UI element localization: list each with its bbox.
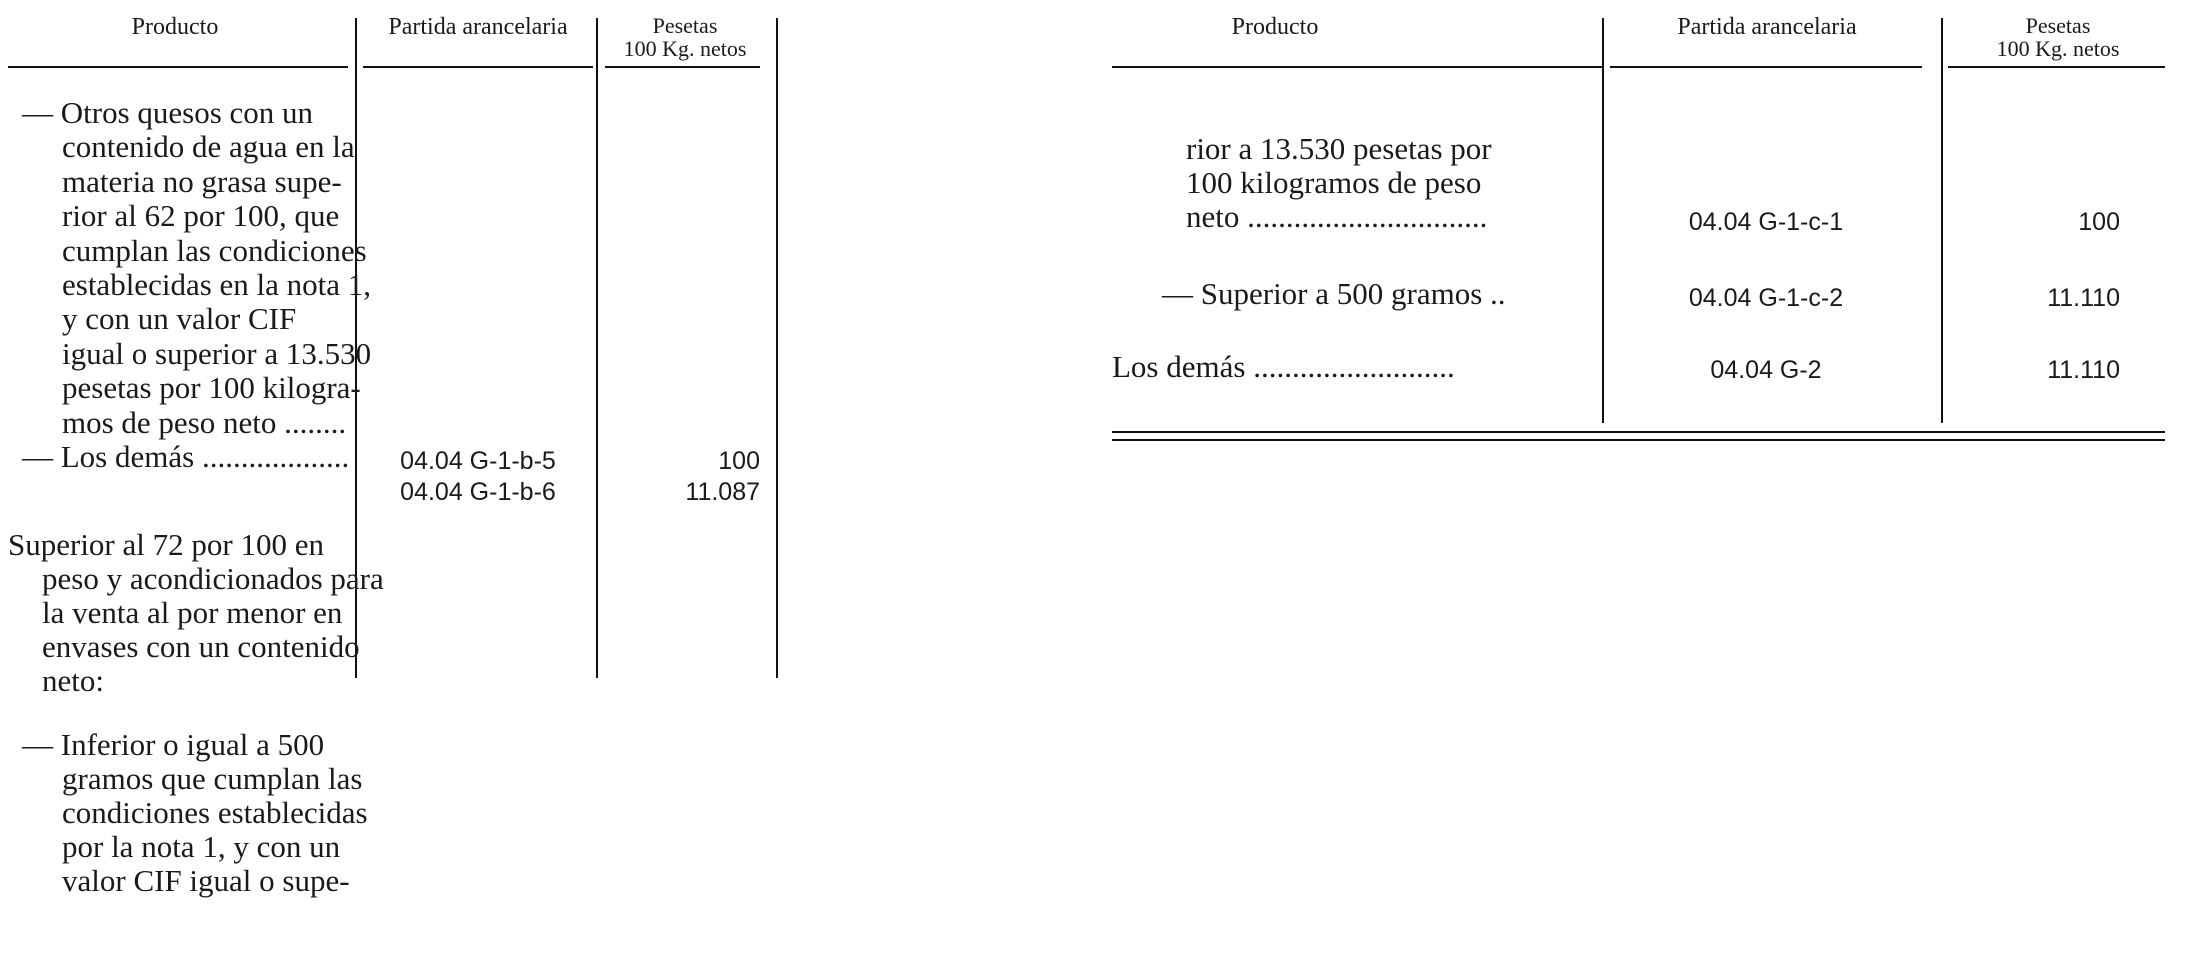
left-row-1-pesetas: 100 (718, 447, 760, 475)
left-header-producto: Producto (131, 14, 219, 40)
left-block2-line-4: envases con un contenido (42, 629, 360, 664)
left-text-line-4: rior al 62 por 100, que (62, 198, 340, 234)
right-col-divider-1 (1602, 18, 1604, 423)
right-header-rule-1 (1112, 66, 1602, 68)
right-header-rule-2 (1610, 66, 1922, 68)
left-block3-line-3: condiciones establecidas (62, 795, 368, 830)
right-text-line-1: rior a 13.530 pesetas por (1186, 131, 1492, 166)
left-text-line-5: cumplan las condiciones (62, 232, 367, 268)
left-text-line-1: — Otros quesos con un (22, 95, 314, 130)
right-text-line-3: neto ............................... (1186, 199, 1488, 234)
right-text-line-2: 100 kilogramos de peso (1186, 165, 1482, 200)
left-header-partida: Partida arancelaria (388, 14, 568, 40)
left-row-1-partida: 04.04 G-1-b-5 (400, 447, 556, 475)
right-row-1-partida: 04.04 G-1-c-1 (1688, 208, 1844, 236)
left-row-2-partida: 04.04 G-1-b-6 (400, 478, 556, 506)
left-block2-line-2: peso y acondicionados para (42, 561, 384, 596)
right-row-1-pesetas: 100 (2078, 208, 2120, 236)
right-row-3-partida: 04.04 G-2 (1710, 356, 1822, 384)
left-block2-line-1: Superior al 72 por 100 en (8, 527, 324, 562)
left-block3-line-1: — Inferior o igual a 500 (22, 727, 325, 762)
right-header-pesetas: Pesetas (2025, 13, 2091, 38)
left-text-line-8: igual o superior a 13.530 (62, 335, 372, 371)
left-text-line-10: mos de peso neto ........ (62, 404, 347, 440)
left-text-line-9: pesetas por 100 kilogra- (62, 370, 361, 406)
left-block3-line-5: valor CIF igual o supe- (62, 863, 350, 898)
left-block2-line-5: neto: (42, 663, 104, 698)
left-block2-line-3: la venta al por menor en (42, 595, 343, 630)
left-header-pesetas: Pesetas (652, 13, 718, 38)
right-header-producto: Producto (1231, 14, 1319, 40)
left-header-rule-1 (8, 66, 348, 68)
left-text-line-3: materia no grasa supe- (62, 163, 342, 199)
right-row-2-label: — Superior a 500 gramos .. (1162, 276, 1506, 311)
left-header-rule-3 (605, 66, 760, 68)
left-col-divider-2 (596, 18, 598, 678)
left-header-rule-2 (363, 66, 593, 68)
right-row-3-label: Los demás .......................... (1112, 349, 1455, 384)
right-header-partida: Partida arancelaria (1677, 14, 1857, 40)
right-header-rule-3 (1948, 66, 2165, 68)
right-row-2-partida: 04.04 G-1-c-2 (1688, 284, 1844, 312)
left-header-pesetas-unit: 100 Kg. netos (623, 36, 747, 61)
left-block3-line-2: gramos que cumplan las (62, 761, 363, 796)
left-text-line-11: — Los demás ................... (22, 439, 350, 474)
left-text-line-6: establecidas en la nota 1, (62, 267, 372, 302)
right-row-3-pesetas: 11.110 (2047, 356, 2120, 384)
right-bottom-rule-1 (1112, 431, 2165, 433)
left-block3-line-4: por la nota 1, y con un (62, 829, 341, 864)
right-header-pesetas-unit: 100 Kg. netos (1996, 36, 2120, 61)
left-text-line-7: y con un valor CIF (62, 301, 297, 337)
left-row-2-pesetas: 11.087 (685, 478, 760, 506)
right-col-divider-2 (1941, 18, 1943, 423)
right-bottom-rule-2 (1112, 439, 2165, 441)
right-row-2-pesetas: 11.110 (2047, 284, 2120, 312)
left-col-divider-3 (776, 18, 778, 678)
left-text-line-2: contenido de agua en la (62, 129, 355, 165)
